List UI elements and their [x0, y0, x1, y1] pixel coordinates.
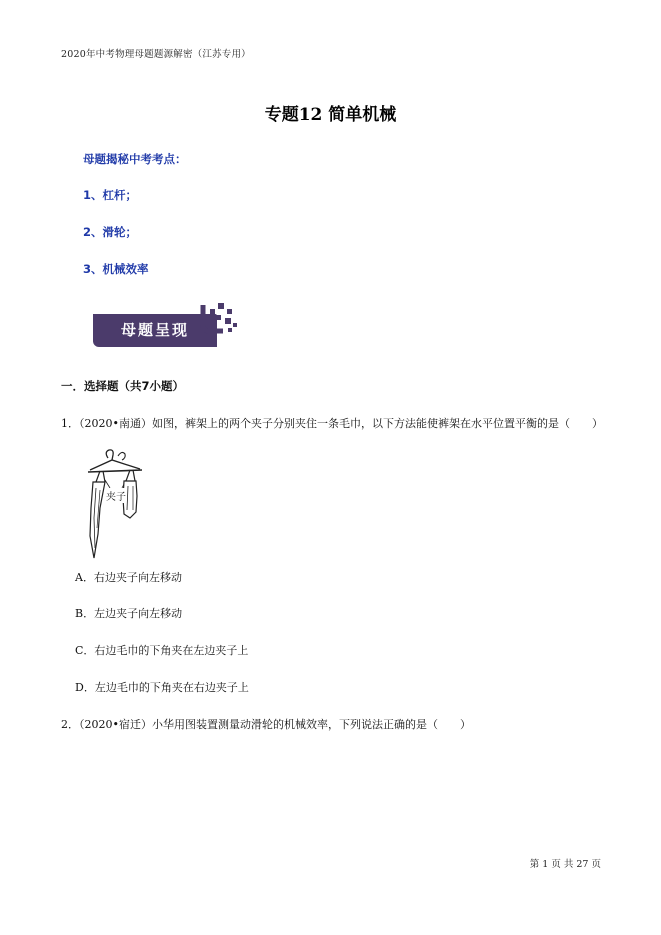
clip-label: 夹子 — [106, 488, 126, 503]
question-1-text: 1．（2020•南通）如图，裤架上的两个夹子分别夹住一条毛巾，以下方法能使裤架在水平位置平衡的是（ ） — [61, 417, 603, 430]
page-footer: 第 1 页 共 27 页 — [529, 859, 601, 870]
section-heading: 一．选择题（共7小题） — [61, 379, 185, 393]
banner-decoration-icon — [197, 301, 241, 341]
running-header: 2020年中考物理母题题源解密（江苏专用） — [61, 49, 251, 60]
key-points-heading: 母题揭秘中考考点： — [83, 152, 187, 166]
option-b: B．左边夹子向左移动 — [75, 607, 183, 620]
hanger-figure — [78, 448, 158, 568]
question-2-text: 2．（2020•宿迁）小华用图装置测量动滑轮的机械效率，下列说法正确的是（ ） — [61, 718, 471, 731]
key-point-item: 1、杠杆； — [83, 188, 138, 202]
section-banner — [93, 301, 241, 347]
towel-hanger-illustration — [78, 448, 158, 568]
option-c: C．右边毛巾的下角夹在左边夹子上 — [75, 644, 249, 657]
key-point-item: 3、机械效率 — [83, 262, 149, 276]
key-point-item: 2、滑轮； — [83, 225, 138, 239]
page-title: 专题12 简单机械 — [264, 105, 397, 125]
option-d: D．左边毛巾的下角夹在右边夹子上 — [75, 681, 249, 694]
banner-label: 母题呈现 — [93, 314, 217, 347]
option-a: A．右边夹子向左移动 — [75, 571, 182, 584]
